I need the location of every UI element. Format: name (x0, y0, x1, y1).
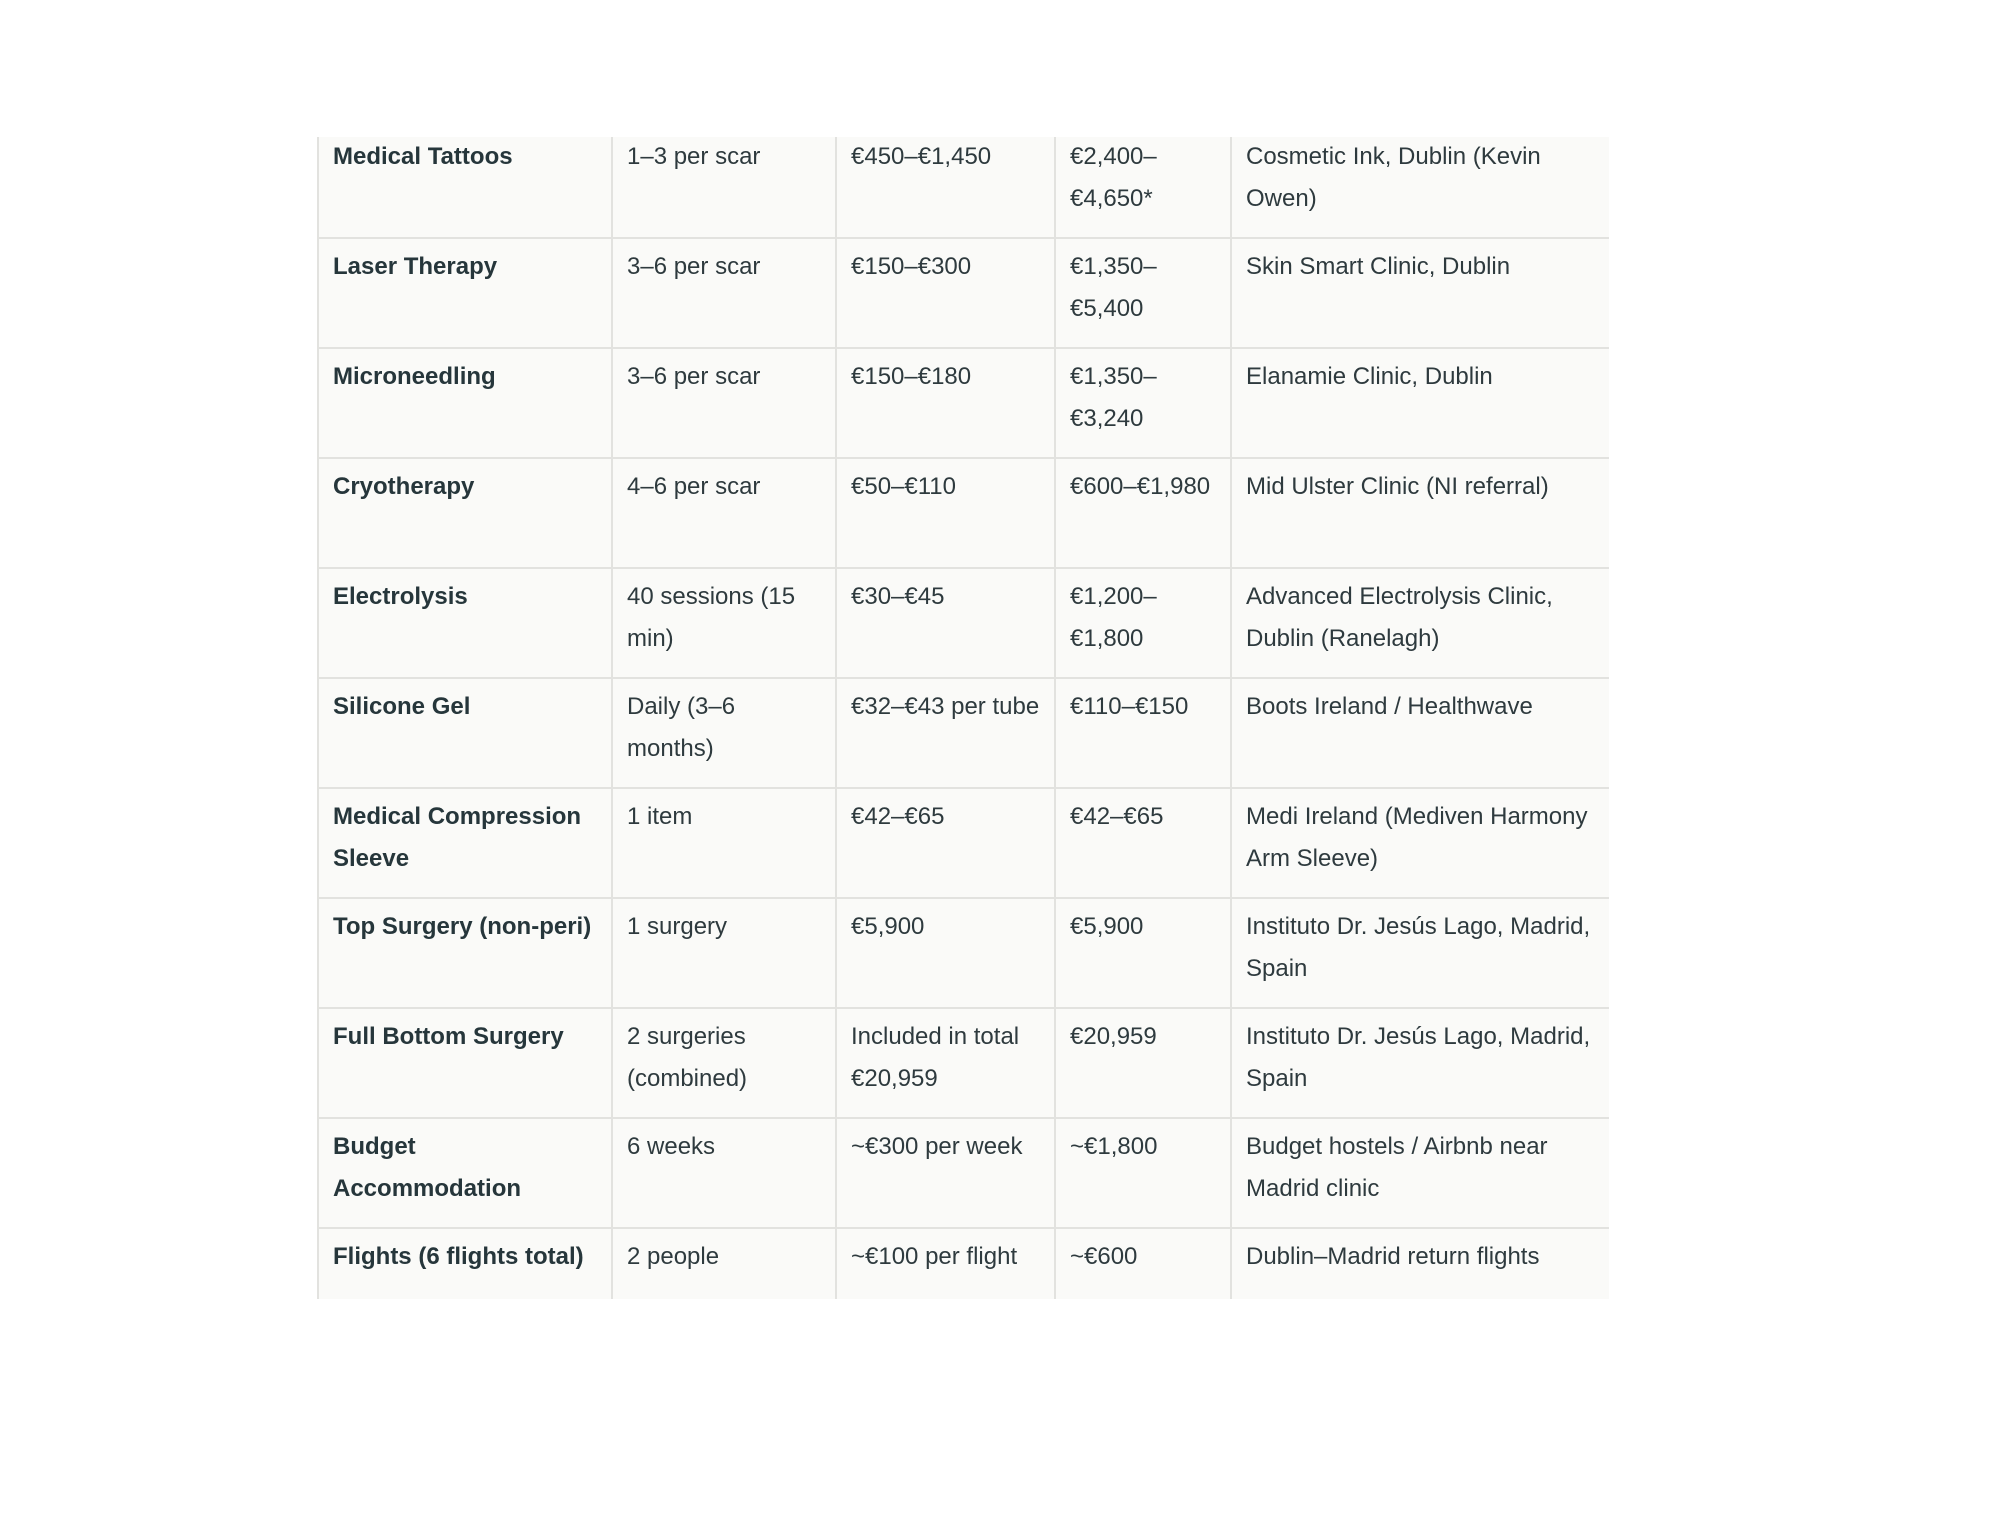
treatment-cell: Full Bottom Surgery (318, 1008, 612, 1118)
unit-cost-cell: €150–€180 (836, 348, 1055, 458)
provider-cell: Budget hostels / Airbnb near Madrid clinic (1231, 1118, 1609, 1228)
total-cost-cell: €20,959 (1055, 1008, 1231, 1118)
total-cost-cell: €2,400–€4,650* (1055, 137, 1231, 238)
table-row (318, 137, 1609, 238)
provider-cell: Elanamie Clinic, Dublin (1231, 348, 1609, 458)
total-cost-cell: €1,200–€1,800 (1055, 568, 1231, 678)
table-row (318, 348, 1609, 458)
unit-cost-cell: ~€300 per week (836, 1118, 1055, 1228)
unit-cost-cell: €150–€300 (836, 238, 1055, 348)
unit-cost-cell: €32–€43 per tube (836, 678, 1055, 788)
treatment-cell: Cryotherapy (318, 458, 612, 568)
sessions-cell: 1–3 per scar (612, 137, 836, 238)
total-cost-cell: ~€1,800 (1055, 1118, 1231, 1228)
provider-cell: Mid Ulster Clinic (NI referral) (1231, 458, 1609, 568)
table-row (318, 458, 1609, 568)
sessions-cell: 2 people (612, 1228, 836, 1299)
sessions-cell: 1 surgery (612, 898, 836, 1008)
table-row (318, 238, 1609, 348)
total-cost-cell: €1,350–€3,240 (1055, 348, 1231, 458)
total-cost-cell: €5,900 (1055, 898, 1231, 1008)
sessions-cell: 40 sessions (15 min) (612, 568, 836, 678)
table-row (318, 568, 1609, 678)
sessions-cell: 2 surgeries (combined) (612, 1008, 836, 1118)
sessions-cell: 3–6 per scar (612, 238, 836, 348)
unit-cost-cell: €42–€65 (836, 788, 1055, 898)
sessions-cell: 1 item (612, 788, 836, 898)
sessions-cell: 6 weeks (612, 1118, 836, 1228)
provider-cell: Advanced Electrolysis Clinic, Dublin (Ranelagh) (1231, 568, 1609, 678)
unit-cost-cell: ~€100 per flight (836, 1228, 1055, 1299)
treatment-cell: Flights (6 flights total) (318, 1228, 612, 1299)
cost-table (317, 137, 1609, 1299)
treatment-cell: Budget Accommodation (318, 1118, 612, 1228)
table-row (318, 1008, 1609, 1118)
provider-cell: Medi Ireland (Mediven Harmony Arm Sleeve) (1231, 788, 1609, 898)
sessions-cell: 3–6 per scar (612, 348, 836, 458)
table-row (318, 678, 1609, 788)
total-cost-cell: €600–€1,980 (1055, 458, 1231, 568)
provider-cell: Dublin–Madrid return flights (1231, 1228, 1609, 1299)
table-row (318, 788, 1609, 898)
table-row (318, 898, 1609, 1008)
sessions-cell: Daily (3–6 months) (612, 678, 836, 788)
treatment-cell: Silicone Gel (318, 678, 612, 788)
table-row (318, 1228, 1609, 1299)
provider-cell: Cosmetic Ink, Dublin (Kevin Owen) (1231, 137, 1609, 238)
provider-cell: Instituto Dr. Jesús Lago, Madrid, Spain (1231, 898, 1609, 1008)
cost-table-container (317, 137, 1609, 1299)
treatment-cell: Top Surgery (non-peri) (318, 898, 612, 1008)
unit-cost-cell: Included in total €20,959 (836, 1008, 1055, 1118)
treatment-cell: Medical Tattoos (318, 137, 612, 238)
sessions-cell: 4–6 per scar (612, 458, 836, 568)
treatment-cell: Microneedling (318, 348, 612, 458)
total-cost-cell: €110–€150 (1055, 678, 1231, 788)
treatment-cell: Medical Compression Sleeve (318, 788, 612, 898)
provider-cell: Skin Smart Clinic, Dublin (1231, 238, 1609, 348)
unit-cost-cell: €50–€110 (836, 458, 1055, 568)
provider-cell: Instituto Dr. Jesús Lago, Madrid, Spain (1231, 1008, 1609, 1118)
treatment-cell: Laser Therapy (318, 238, 612, 348)
unit-cost-cell: €30–€45 (836, 568, 1055, 678)
total-cost-cell: €1,350–€5,400 (1055, 238, 1231, 348)
total-cost-cell: ~€600 (1055, 1228, 1231, 1299)
provider-cell: Boots Ireland / Healthwave (1231, 678, 1609, 788)
unit-cost-cell: €450–€1,450 (836, 137, 1055, 238)
treatment-cell: Electrolysis (318, 568, 612, 678)
total-cost-cell: €42–€65 (1055, 788, 1231, 898)
unit-cost-cell: €5,900 (836, 898, 1055, 1008)
table-row (318, 1118, 1609, 1228)
